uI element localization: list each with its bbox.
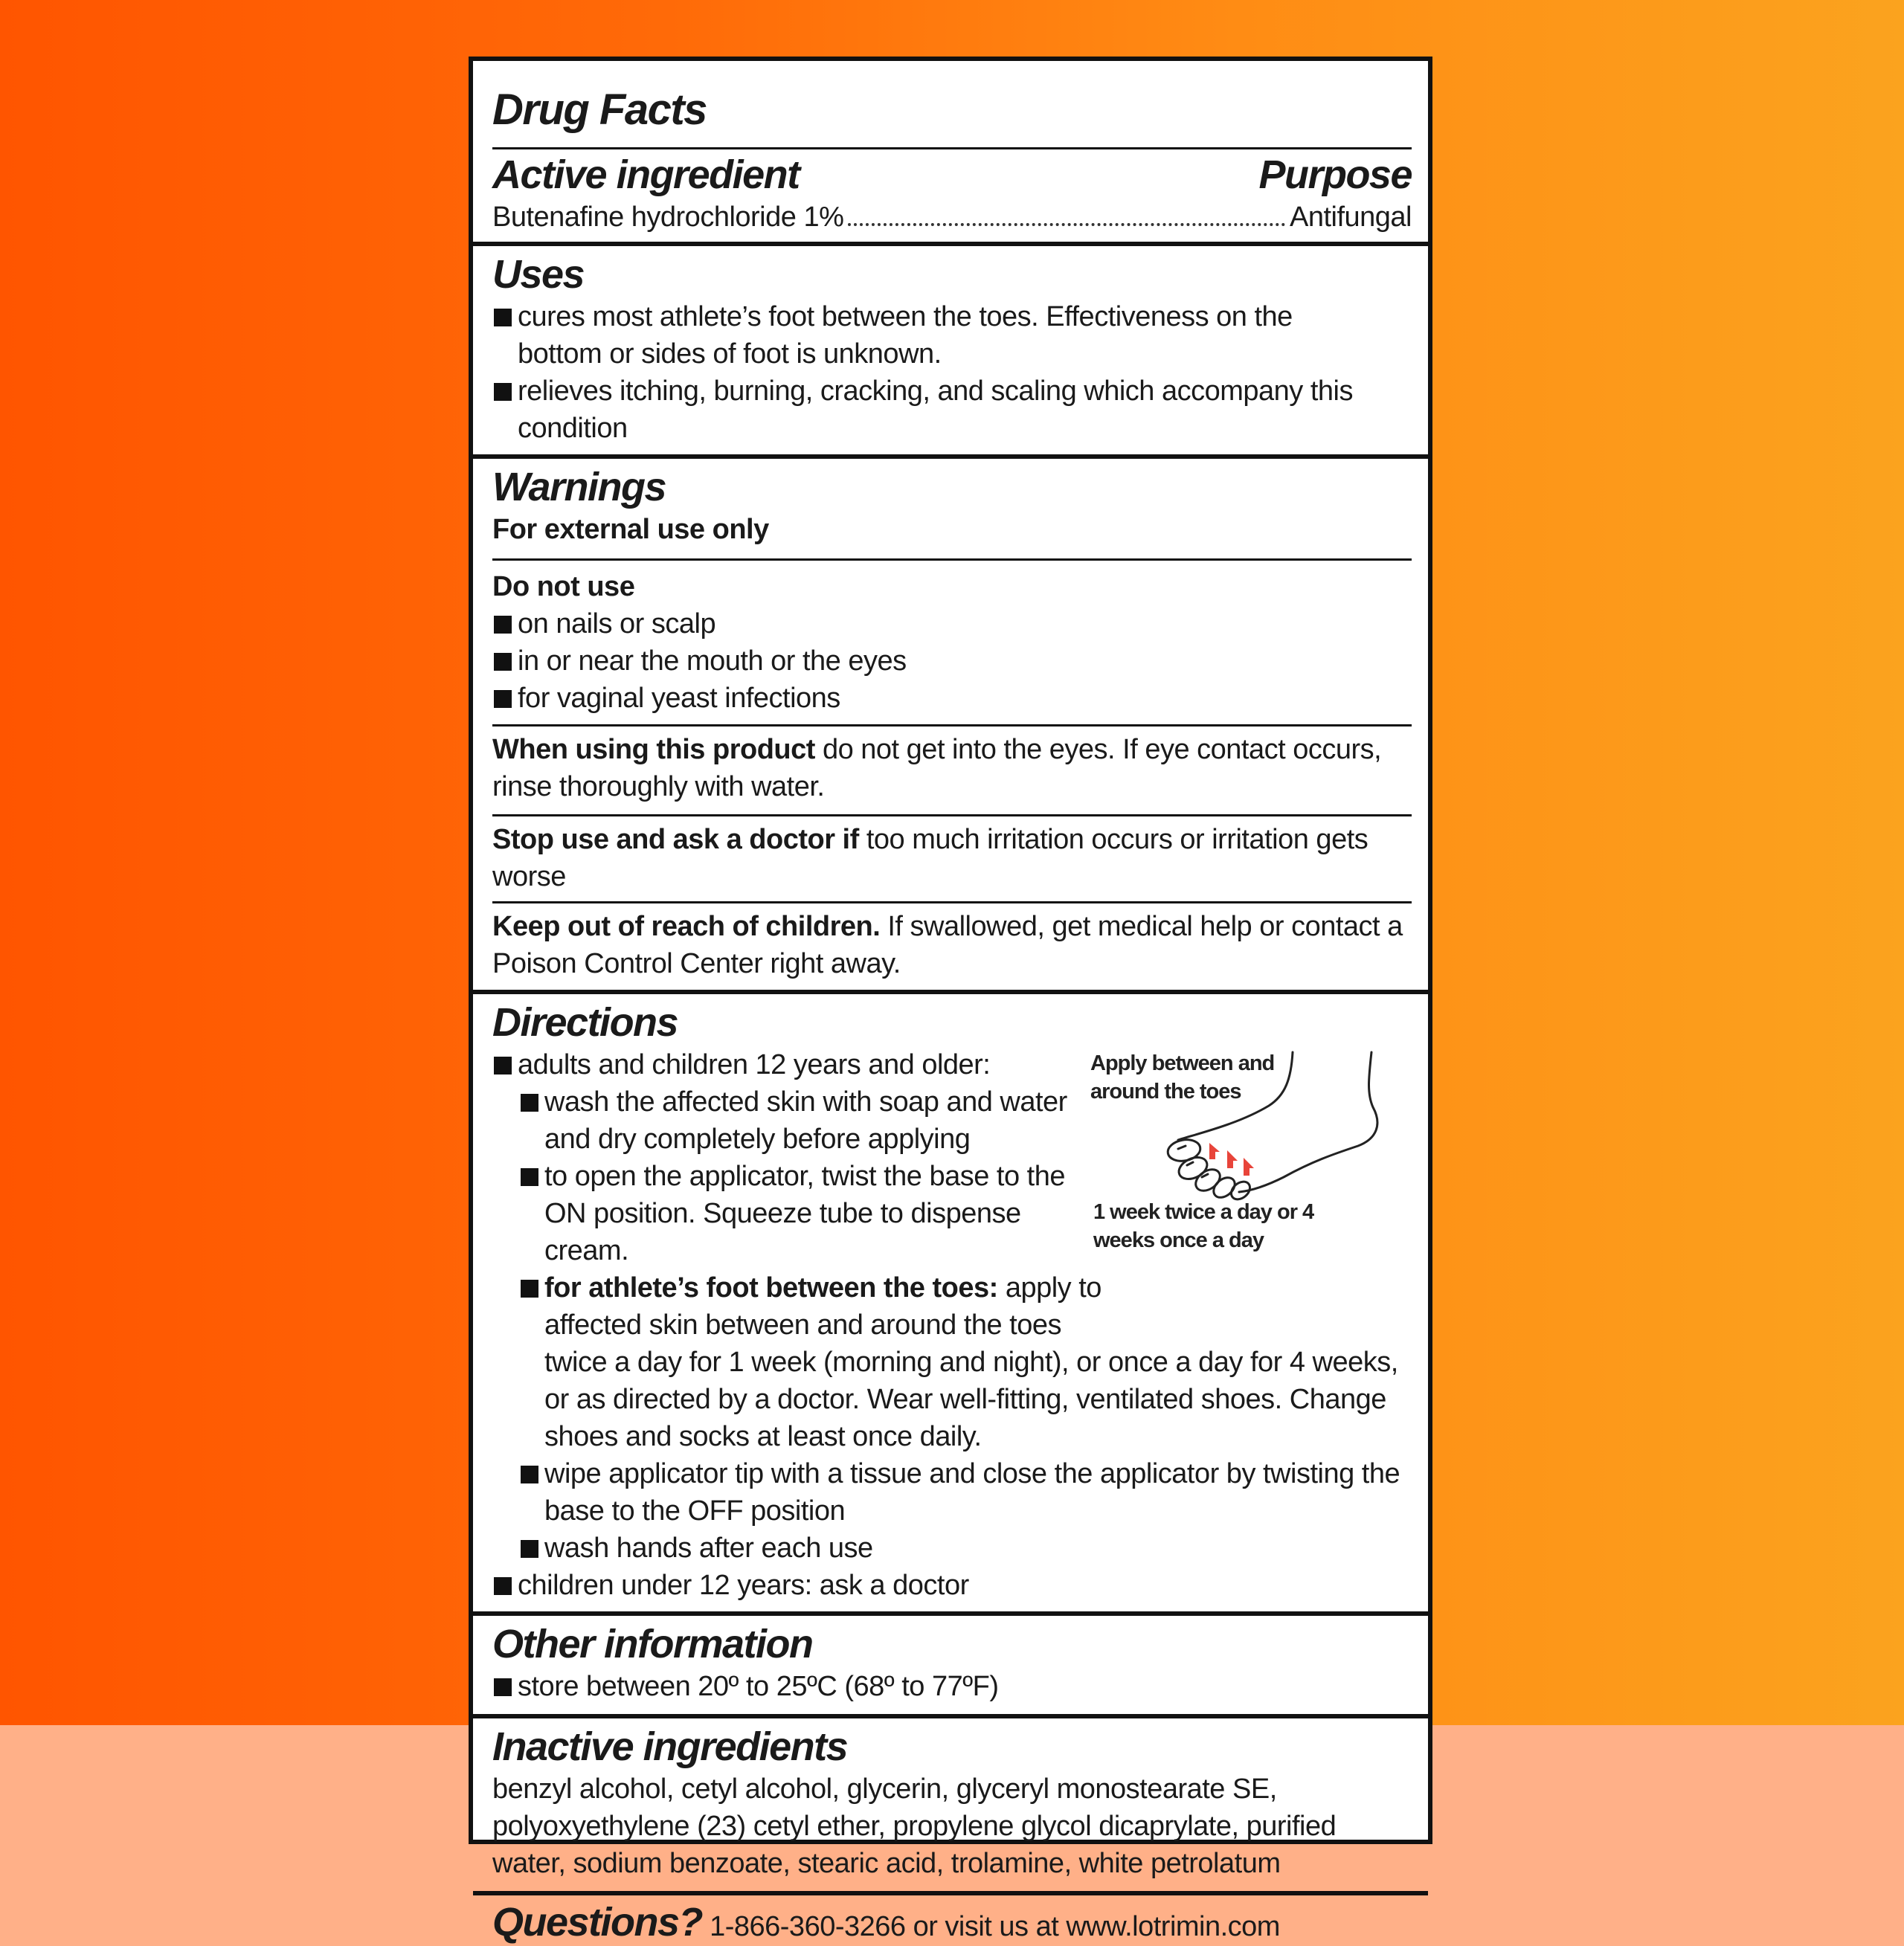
directions-heading: Directions: [492, 1000, 678, 1045]
illustration-caption-frequency: 1 week twice a day or 4 weeks once a day: [1093, 1200, 1314, 1252]
warnings-heading: Warnings: [492, 465, 666, 509]
warnings-section: [473, 454, 1428, 558]
uses-item: cures most athlete’s foot between the toes. Effectiveness on the bottom or sides of foot is unknown.: [492, 298, 1373, 373]
illustration-caption-apply: Apply between and around the toes: [1090, 1051, 1275, 1104]
directions-section: [473, 990, 1428, 1611]
stop-use-bold: Stop use and ask a doctor if: [492, 824, 859, 855]
stop-use-section: [492, 814, 1412, 901]
active-ingredient-section: [492, 147, 1412, 242]
other-information-item: store between 20º to 25ºC (68º to 77ºF): [492, 1668, 1412, 1705]
purpose-heading: Purpose: [1258, 152, 1412, 197]
arrow-icon: [1227, 1150, 1238, 1168]
directions-item-wipe: wipe applicator tip with a tissue and close the applicator by twisting the base to the OFF position: [492, 1455, 1412, 1530]
do-not-use-item: on nails or scalp: [492, 605, 1412, 642]
do-not-use-item: for vaginal yeast infections: [492, 680, 1412, 717]
do-not-use-section: [492, 558, 1412, 724]
questions-contact-text: 1-866-360-3266 or visit us at www.lotrimin.com: [702, 1911, 1280, 1942]
stop-use-text: too much irritation occurs or irritation gets worse: [492, 824, 1368, 892]
directions-item-wash-hands: wash hands after each use: [492, 1530, 1412, 1567]
keep-out-text: If swallowed, get medical help or contact a Poison Control Center right away.: [492, 911, 1403, 979]
other-information-heading: Other information: [492, 1622, 813, 1666]
drug-facts-header: [473, 61, 1428, 134]
keep-out-bold: Keep out of reach of children.: [492, 911, 881, 942]
when-using-section: [492, 724, 1412, 814]
when-using-paragraph: [492, 731, 1412, 805]
questions-heading: Questions?: [492, 1900, 703, 1945]
uses-item: relieves itching, burning, cracking, and scaling which accompany this condition: [492, 373, 1412, 447]
directions-item-adults: adults and children 12 years and older:: [492, 1046, 1412, 1083]
directions-item-children: children under 12 years: ask a doctor: [492, 1567, 1412, 1604]
athlete-text: apply to affected skin between and around the toes: [544, 1272, 1101, 1341]
do-not-use-heading: Do not use: [492, 571, 635, 602]
inactive-ingredients-section: [473, 1714, 1428, 1891]
active-ingredient-name: Butenafine hydrochloride 1%: [492, 202, 844, 233]
when-using-text: do not get into the eyes. If eye contact occurs, rinse thoroughly with water.: [492, 734, 1382, 802]
foot-illustration: [1090, 1049, 1403, 1272]
active-headings-row: [492, 151, 1412, 199]
stop-use-paragraph: [492, 821, 1412, 895]
when-using-bold: When using this product: [492, 734, 815, 765]
inactive-ingredients-heading: Inactive ingredients: [492, 1724, 848, 1769]
active-ingredient-heading: Active ingredient: [492, 152, 800, 197]
uses-heading: Uses: [492, 252, 585, 297]
external-use-text: For external use only: [492, 514, 769, 545]
do-not-use-item: in or near the mouth or the eyes: [492, 642, 1412, 680]
foot-drawing-icon: [1090, 1049, 1403, 1272]
keep-out-section: [492, 901, 1412, 990]
directions-item-athlete: [492, 1269, 1110, 1344]
athlete-bold: for athlete’s foot between the toes:: [544, 1272, 998, 1304]
arrow-icon: [1209, 1143, 1220, 1159]
uses-section: [473, 242, 1428, 454]
directions-item-open: to open the applicator, twist the base to the ON position. Squeeze tube to dispense cream.: [492, 1158, 1110, 1269]
inactive-ingredients-list: benzyl alcohol, cetyl alcohol, glycerin, glyceryl monostearate SE, polyoxyethylene (23) cetyl ether, propylene glycol dicaprylate, purified water, sodium benzoate, stearic acid, trolamine, white petrolatum: [492, 1773, 1337, 1879]
directions-athlete-continued: twice a day for 1 week (morning and night), or once a day for 4 weeks, or as directed by a doctor. Wear well-fitting, ventilated shoes. Change shoes and socks at least once daily.: [544, 1347, 1398, 1452]
keep-out-paragraph: [492, 908, 1412, 982]
arrow-icon: [1244, 1158, 1254, 1176]
active-ingredient-row: [492, 199, 1412, 236]
other-information-section: [473, 1611, 1428, 1714]
directions-item-wash: wash the affected skin with soap and water and dry completely before applying: [492, 1083, 1110, 1158]
questions-section: [473, 1891, 1428, 1946]
active-ingredient-purpose: Antifungal: [1289, 202, 1412, 233]
drug-facts-panel: [469, 57, 1432, 1945]
leader-dots: [848, 223, 1285, 226]
drug-facts-title: Drug Facts: [492, 86, 707, 134]
